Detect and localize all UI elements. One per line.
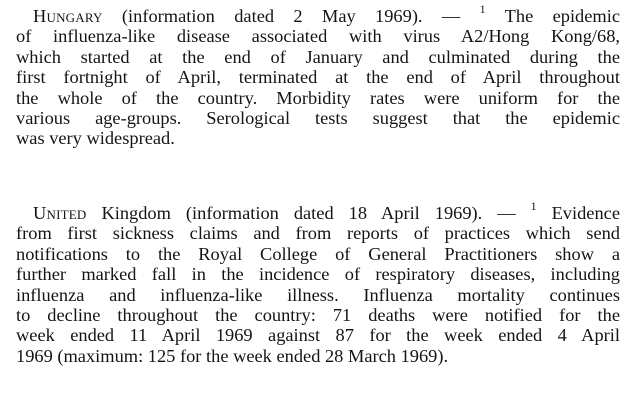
- text-line: from first sickness claims and from reports of practices which send: [16, 223, 620, 244]
- footnote-marker: 1: [479, 2, 486, 17]
- line-end: The epidemic: [485, 6, 620, 26]
- info-date: (information dated 18 April 1969). —: [170, 203, 531, 223]
- text-line-last: was very widespread.: [16, 128, 175, 149]
- text-line: which started at the end of January and culminated during the: [16, 46, 620, 67]
- text-line: influenza and influenza-like illness. Influenza mortality continues: [16, 284, 620, 305]
- paragraph-united-kingdom: [16, 199, 620, 366]
- text-line: the whole of the country. Morbidity rates were uniform for the: [16, 87, 620, 108]
- country-heading: Hungary: [33, 6, 103, 26]
- paragraph-first-line: [16, 2, 620, 26]
- line-end: Evidence: [536, 203, 620, 223]
- text-line-last: 1969 (maximum: 125 for the week ended 28 March 1969).: [16, 345, 449, 366]
- text-line: to decline throughout the country: 71 deaths were notified for the: [16, 304, 620, 325]
- country-heading-rest: Kingdom: [86, 203, 171, 223]
- text-line: further marked fall in the incidence of respiratory diseases, including: [16, 264, 620, 285]
- paragraph-first-line: [16, 199, 620, 223]
- text-line: various age-groups. Serological tests suggest that the epidemic: [16, 107, 620, 128]
- text-line: first fortnight of April, terminated at the end of April throughout: [16, 67, 620, 88]
- info-date: (information dated 2 May 1969). —: [102, 6, 480, 26]
- footnote-marker: 1: [530, 199, 537, 214]
- paragraph-hungary: [16, 2, 620, 149]
- text-line: notifications to the Royal College of General Practitioners show a: [16, 243, 620, 264]
- country-heading-caps: United: [33, 203, 87, 223]
- text-line: of influenza-like disease associated with virus A2/Hong Kong/68,: [16, 26, 620, 47]
- text-line: week ended 11 April 1969 against 87 for the week ended 4 April: [16, 325, 620, 346]
